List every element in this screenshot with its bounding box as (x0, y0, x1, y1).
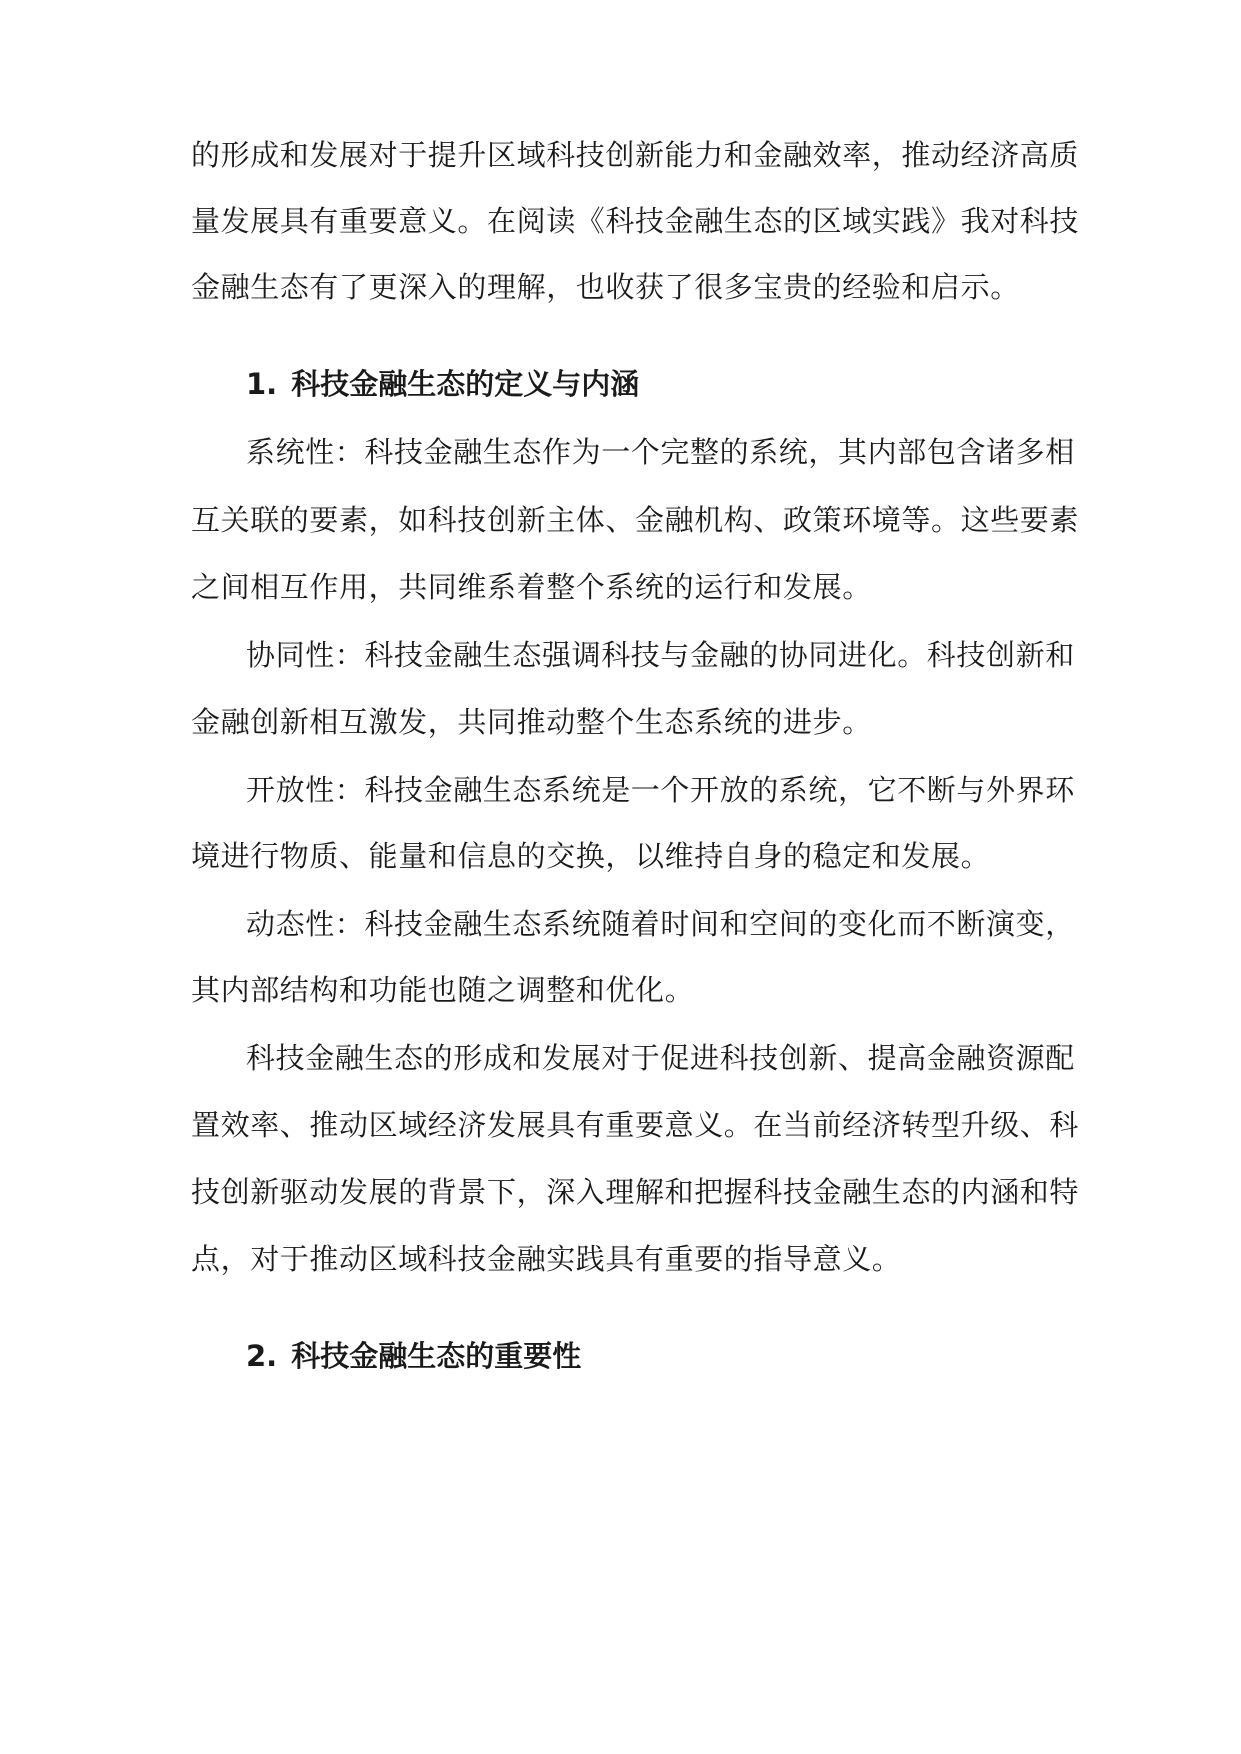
text-line: 技创新驱动发展的背景下，深入理解和把握科技金融生态的内涵和特 (191, 1175, 1080, 1209)
text-line: 科技金融生态的形成和发展对于促进科技创新、提高金融资源配 (246, 1041, 1075, 1075)
text-line: 的形成和发展对于提升区域科技创新能力和金融效率，推动经济高质 (191, 138, 1080, 172)
text-line: 系统性：科技金融生态作为一个完整的系统，其内部包含诸多相 (246, 435, 1075, 469)
text-line: 点，对于推动区域科技金融实践具有重要的指导意义。 (191, 1242, 902, 1276)
section-heading-1 (246, 366, 639, 402)
text-line: 动态性：科技金融生态系统随着时间和空间的变化而不断演变， (246, 907, 1075, 941)
section-number: 2. (246, 1339, 278, 1373)
section-number: 1. (246, 367, 278, 401)
text-line: 量发展具有重要意义。在阅读《科技金融生态的区域实践》我对科技 (191, 204, 1080, 238)
text-line: 其内部结构和功能也随之调整和优化。 (191, 973, 695, 1007)
section-title: 科技金融生态的定义与内涵 (291, 367, 640, 401)
text-line: 金融创新相互激发，共同推动整个生态系统的进步。 (191, 705, 872, 739)
text-line: 协同性：科技金融生态强调科技与金融的协同进化。科技创新和 (246, 638, 1075, 672)
text-line: 互关联的要素，如科技创新主体、金融机构、政策环境等。这些要素 (191, 503, 1080, 537)
text-line: 开放性：科技金融生态系统是一个开放的系统，它不断与外界环 (246, 773, 1075, 807)
text-line: 之间相互作用，共同维系着整个系统的运行和发展。 (191, 570, 872, 604)
text-line: 置效率、推动区域经济发展具有重要意义。在当前经济转型升级、科 (191, 1108, 1080, 1142)
section-title: 科技金融生态的重要性 (291, 1339, 582, 1373)
text-line: 境进行物质、能量和信息的交换，以维持自身的稳定和发展。 (191, 839, 991, 873)
section-heading-2 (246, 1338, 581, 1374)
text-line: 金融生态有了更深入的理解，也收获了很多宝贵的经验和启示。 (191, 270, 1020, 304)
